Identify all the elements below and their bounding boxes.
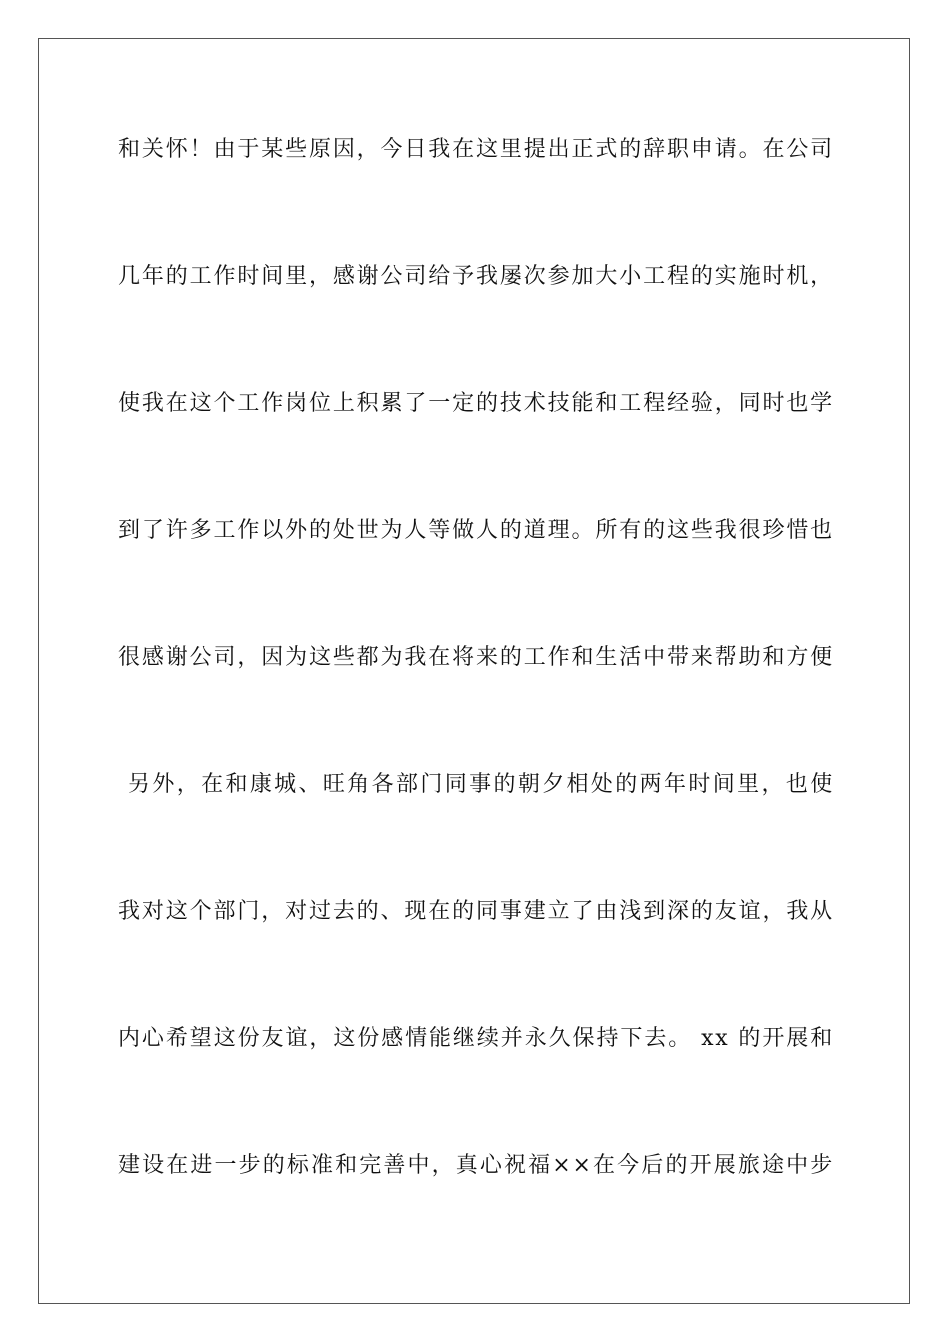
text-line-7: 我对这个部门，对过去的、现在的同事建立了由浅到深的友谊，我从 xyxy=(118,899,834,924)
text-line-9: 建设在进一步的标准和完善中，真心祝福××在今后的开展旅途中步 xyxy=(118,1153,834,1178)
body-text xyxy=(118,125,834,1268)
text-line-8: 内心希望这份友谊，这份感情能继续并永久保持下去。 xx 的开展和 xyxy=(118,1026,834,1051)
text-line-1: 和关怀！由于某些原因，今日我在这里提出正式的辞职申请。在公司 xyxy=(118,137,834,162)
text-line-4: 到了许多工作以外的处世为人等做人的道理。所有的这些我很珍惜也 xyxy=(118,518,834,543)
text-line-5: 很感谢公司，因为这些都为我在将来的工作和生活中带来帮助和方便 xyxy=(118,645,834,670)
text-line-3: 使我在这个工作岗位上积累了一定的技术技能和工程经验，同时也学 xyxy=(118,391,834,416)
text-line-6: 另外，在和康城、旺角各部门同事的朝夕相处的两年时间里，也使 xyxy=(128,772,834,797)
text-line-2: 几年的工作时间里，感谢公司给予我屡次参加大小工程的实施时机， xyxy=(118,264,834,289)
